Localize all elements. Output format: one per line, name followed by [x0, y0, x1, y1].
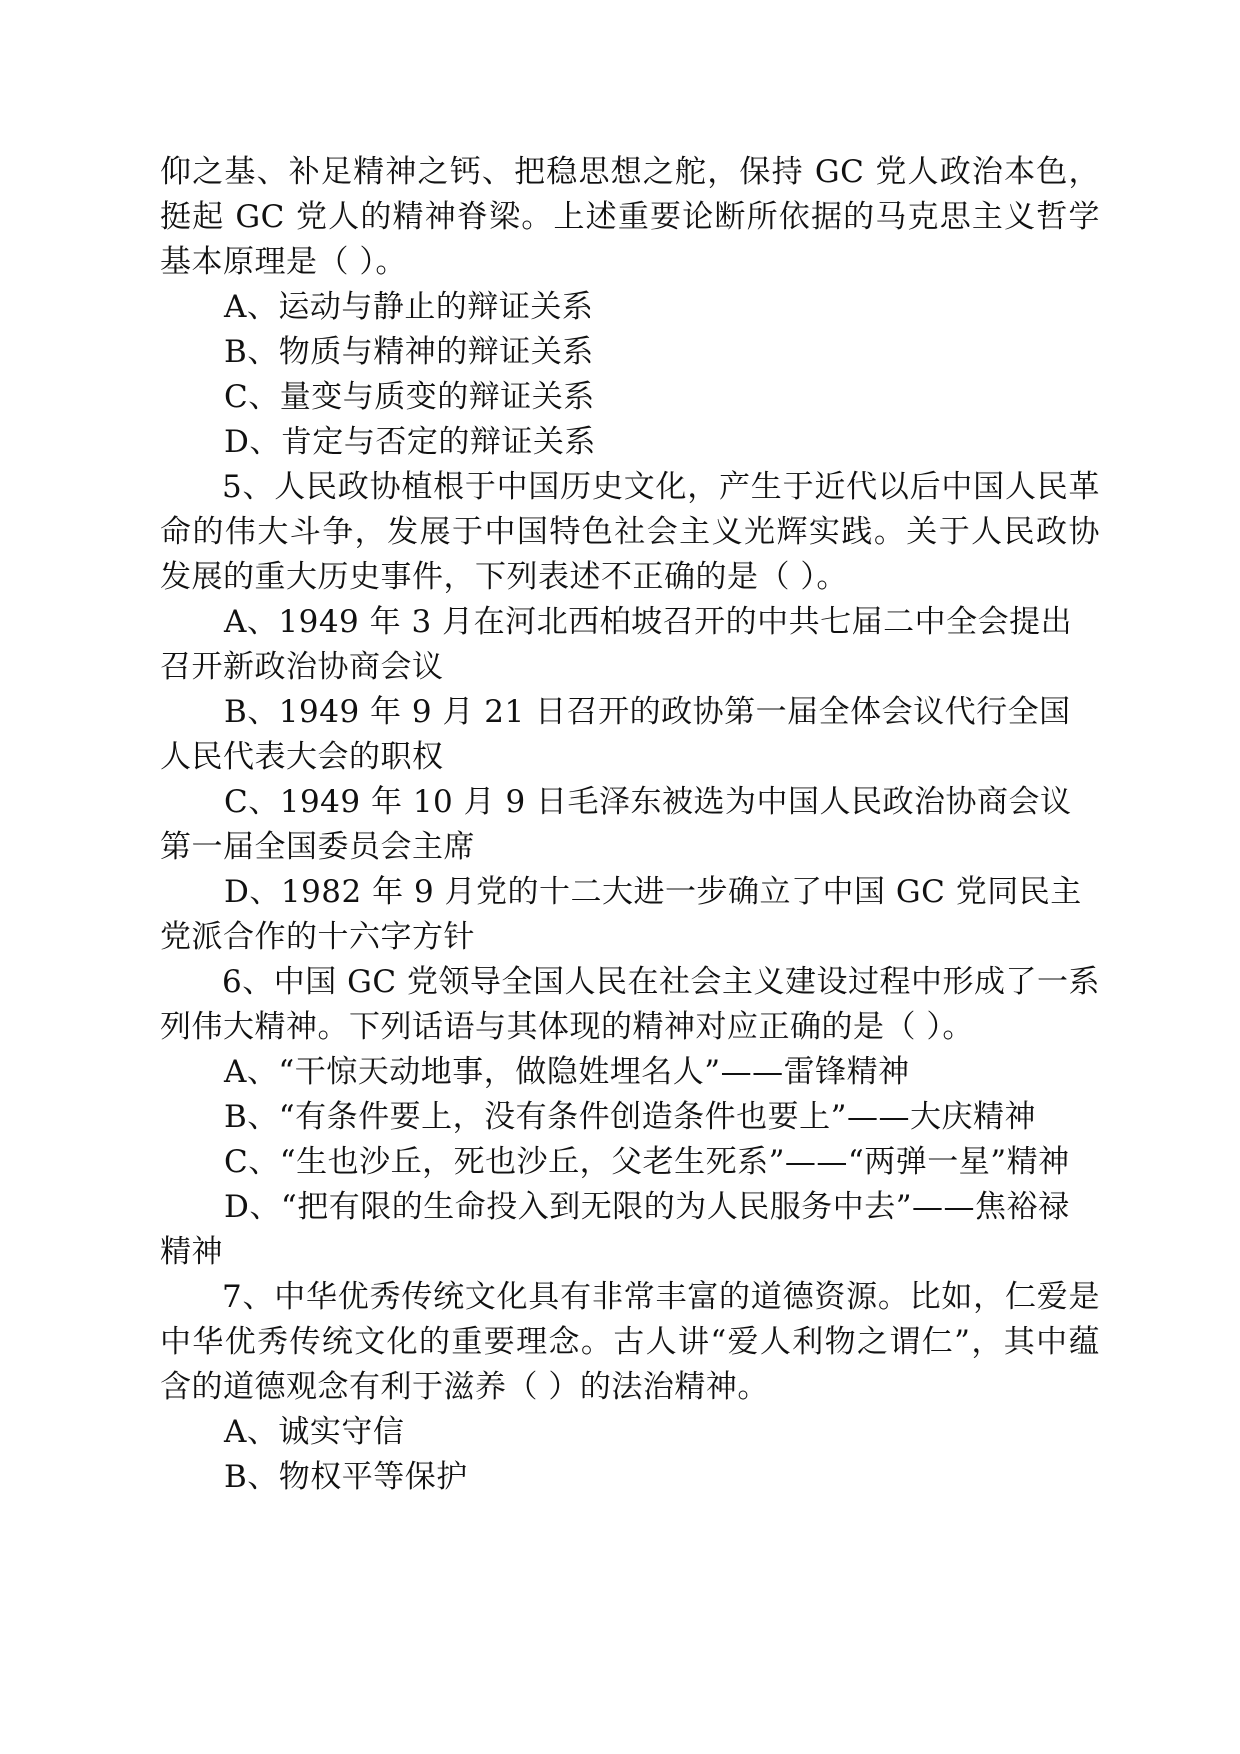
question-5-stem: 5、人民政协植根于中国历史文化，产生于近代以后中国人民革命的伟大斗争，发展于中国特色社会主义光辉实践。关于人民政协发展的重大历史事件，下列表述不正确的是（ ）。	[160, 469, 1100, 595]
q4-option-b: B、物质与精神的辩证关系	[224, 334, 594, 370]
q5-option-a: A、1949 年 3 月在河北西柏坡召开的中共七届二中全会提出召开新政治协商会议	[160, 604, 1073, 685]
q6-option-b: B、“有条件要上，没有条件创造条件也要上”——大庆精神	[224, 1099, 1036, 1135]
question-4-stem-continuation: 仰之基、补足精神之钙、把稳思想之舵，保持 GC 党人政治本色，挺起 GC 党人的精神脊梁。上述重要论断所依据的马克思主义哲学基本原理是（ ）。	[160, 154, 1100, 280]
q6-option-a: A、“干惊天动地事，做隐姓埋名人”——雷锋精神	[224, 1054, 910, 1090]
q7-option-b: B、物权平等保护	[224, 1459, 468, 1495]
q4-option-d: D、肯定与否定的辩证关系	[224, 424, 596, 460]
q6-option-d: D、“把有限的生命投入到无限的为人民服务中去”——焦裕禄精神	[160, 1189, 1070, 1270]
q7-option-a: A、诚实守信	[224, 1414, 405, 1450]
q4-option-a: A、运动与静止的辩证关系	[224, 289, 594, 325]
q5-option-d: D、1982 年 9 月党的十二大进一步确立了中国 GC 党同民主党派合作的十六字方针	[160, 874, 1082, 955]
question-6-stem: 6、中国 GC 党领导全国人民在社会主义建设过程中形成了一系列伟大精神。下列话语与其体现的精神对应正确的是（ ）。	[160, 964, 1100, 1045]
q6-option-c: C、“生也沙丘，死也沙丘，父老生死系”——“两弹一星”精神	[224, 1144, 1070, 1180]
q5-option-c: C、1949 年 10 月 9 日毛泽东被选为中国人民政治协商会议第一届全国委员会主席	[160, 784, 1072, 865]
q4-option-c: C、量变与质变的辩证关系	[224, 379, 595, 415]
page-content	[160, 150, 1100, 1500]
question-7-stem: 7、中华优秀传统文化具有非常丰富的道德资源。比如，仁爱是中华优秀传统文化的重要理念。古人讲“爱人利物之谓仁”，其中蕴含的道德观念有利于滋养（ ）的法治精神。	[160, 1279, 1100, 1405]
q5-option-b: B、1949 年 9 月 21 日召开的政协第一届全体会议代行全国人民代表大会的职权	[160, 694, 1071, 775]
